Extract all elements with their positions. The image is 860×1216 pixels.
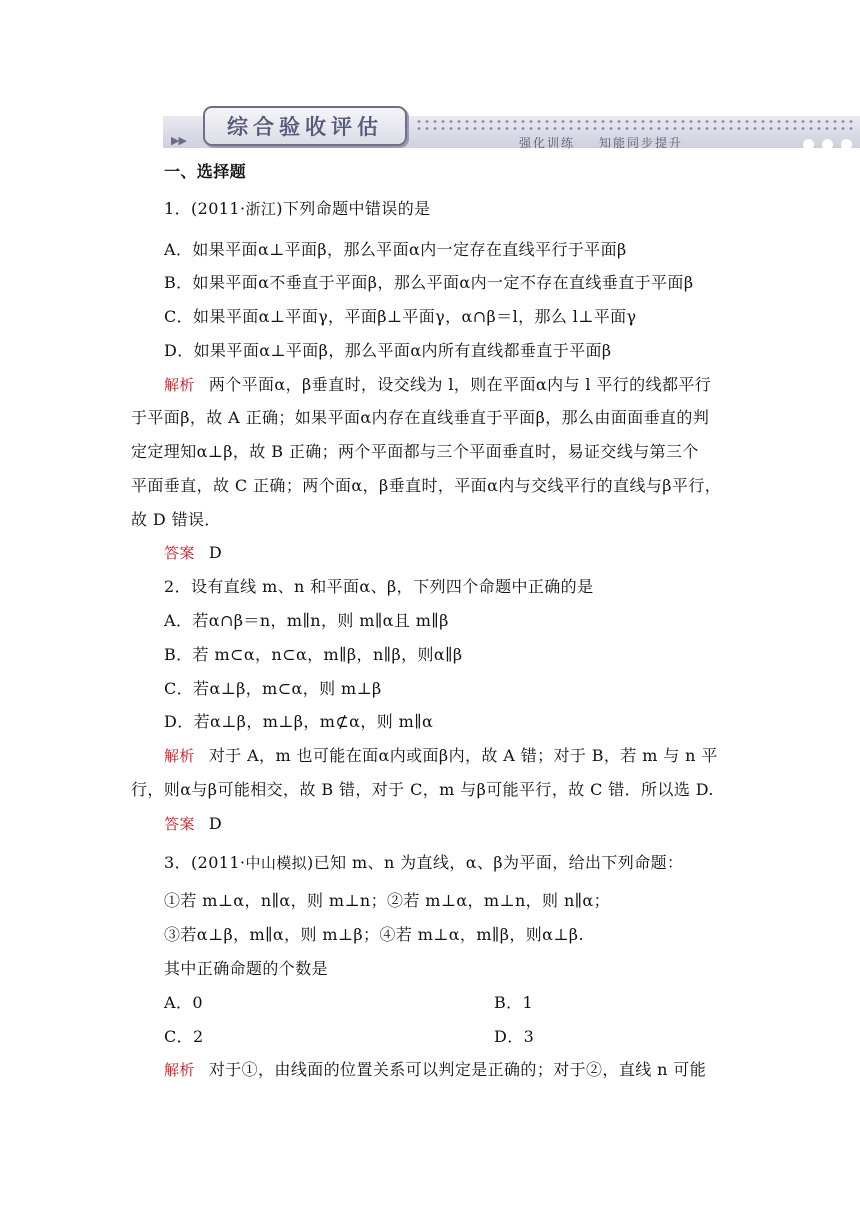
q1-option-b: B．如果平面α不垂直于平面β，那么平面α内一定不存在直线垂直于平面β — [164, 273, 694, 292]
q1-analysis-text: 两个平面α，β垂直时，设交线为 l，则在平面α内与 l 平行的线都平行 — [208, 375, 712, 394]
q2-option-c: C．若α⊥β，m⊂α，则 m⊥β — [164, 679, 382, 698]
tagline-part-1: 强化训练 — [519, 136, 576, 150]
q3-stem — [164, 853, 683, 873]
q3-choice-d: D．3 — [494, 1027, 535, 1046]
answer-label: 答案 — [164, 544, 195, 562]
analysis-label: 解析 — [164, 376, 195, 394]
q2-analysis-text: 对于 A，m 也可能在面α内或面β内，故 A 错；对于 B，若 m 与 n 平 — [208, 746, 718, 765]
circle-icon — [803, 139, 814, 150]
q2-option-b: B．若 m⊂α，n⊂α，m∥β，n∥β，则α∥β — [164, 645, 463, 664]
q3-choice-a: A．0 — [164, 993, 203, 1012]
banner-title-box — [203, 106, 407, 146]
circle-dots-decoration — [803, 135, 860, 154]
q1-option-c: C．如果平面α⊥平面γ，平面β⊥平面γ，α∩β＝l，那么 l⊥平面γ — [164, 307, 637, 326]
q3-source: 中山模拟 — [245, 854, 308, 872]
q3-analysis-line — [164, 1060, 706, 1080]
banner-tagline — [519, 134, 683, 151]
q1-answer — [164, 543, 222, 563]
double-arrow-icon: ▶▶ — [171, 134, 186, 147]
q3-proposition-line: ③若α⊥β，m∥α，则 m⊥β；④若 m⊥α，m∥β，则α⊥β. — [164, 925, 584, 944]
q2-option-a: A．若α∩β＝n，m∥n，则 m∥α且 m∥β — [164, 611, 449, 630]
q1-option-d: D．如果平面α⊥平面β，那么平面α内所有直线都垂直于平面β — [164, 341, 612, 360]
q1-source: 浙江 — [245, 200, 277, 218]
banner-title: 综合验收评估 — [227, 115, 383, 139]
q2-option-d: D．若α⊥β，m⊥β，m⊄α，则 m∥α — [164, 712, 434, 731]
q3-question: 其中正确命题的个数是 — [164, 959, 329, 978]
q3-stem-text: )已知 m、n 为直线，α、β为平面，给出下列命题： — [307, 853, 684, 872]
q2-answer-value: D — [208, 814, 223, 833]
q3-number: 3．(2011· — [164, 853, 246, 872]
q3-proposition-line: ①若 m⊥α，n∥α，则 m⊥n；②若 m⊥α，m⊥n，则 n∥α； — [164, 891, 611, 910]
answer-label: 答案 — [164, 815, 195, 833]
q1-analysis-line: 于平面β，故 A 正确；如果平面α内存在直线垂直于平面β，那么由面面垂直的判 — [131, 408, 710, 427]
q1-analysis-line: 故 D 错误． — [131, 510, 221, 529]
dot-pattern-decoration — [415, 118, 855, 132]
circle-icon — [841, 139, 852, 150]
q1-analysis-line — [164, 375, 711, 395]
q1-analysis-line: 平面垂直，故 C 正确；两个面α，β垂直时，平面α内与交线平行的直线与β平行， — [131, 476, 722, 495]
q2-stem: 2．设有直线 m、n 和平面α、β，下列四个命题中正确的是 — [164, 577, 594, 596]
analysis-label: 解析 — [164, 747, 195, 765]
q2-analysis-line: 行，则α与β可能相交，故 B 错，对于 C，m 与β可能平行，故 C 错．所以选 D. — [131, 780, 714, 799]
q3-choice-c: C．2 — [164, 1027, 204, 1046]
q1-answer-value: D — [208, 543, 223, 562]
q1-stem — [164, 199, 431, 219]
q2-analysis-line — [164, 746, 718, 766]
q3-analysis-text: 对于①，由线面的位置关系可以判定是正确的；对于②，直线 n 可能 — [208, 1060, 707, 1079]
q2-answer — [164, 814, 222, 834]
q1-option-a: A．如果平面α⊥平面β，那么平面α内一定存在直线平行于平面β — [164, 240, 627, 259]
q3-choice-b: B．1 — [494, 993, 534, 1012]
section-title: 一、选择题 — [164, 162, 247, 181]
q1-stem-text: )下列命题中错误的是 — [276, 199, 431, 218]
q1-analysis-line: 定定理知α⊥β，故 B 正确；两个平面都与三个平面垂直时，易证交线与第三个 — [131, 442, 699, 461]
analysis-label: 解析 — [164, 1061, 195, 1079]
q1-number: 1．(2011· — [164, 199, 246, 218]
section-banner — [163, 104, 860, 152]
tagline-part-2: 知能同步提升 — [599, 136, 684, 150]
circle-icon — [822, 139, 833, 150]
